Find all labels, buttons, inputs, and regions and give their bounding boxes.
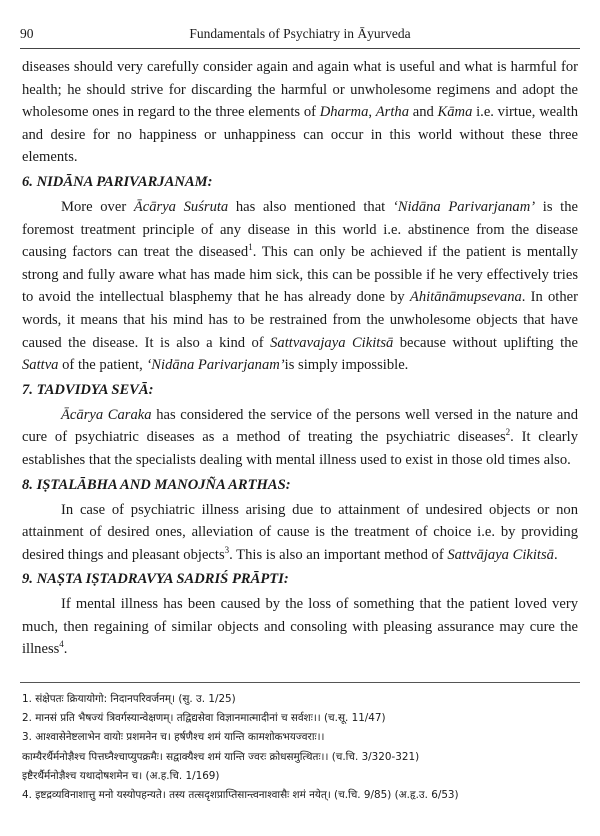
running-title: Fundamentals of Psychiatry in Āyurveda	[189, 26, 411, 41]
footnotes	[22, 690, 582, 805]
section-heading-9: 9. NAṢTA IṢTADRAVYA SADRIŚ PRĀPTI:	[22, 571, 289, 588]
page-header	[20, 26, 580, 48]
paragraph-section-6: More over Ācārya Suśruta has also mentioned that ‘Nidāna Parivarjanam’ is the foremost treatment principle of any disease in this world i.e. abstinence from the disease causing factors can treat the diseased$^1$. This can only be achieved if the patient is mentally strong and fully aware what has made him sick, this can be possible if he very effectively tries to avoid the intellectual blasphemy that he has already done by Ahitānāmupsevana. In other words, it means that his mind has to be restrained from the unwholesome objects that have caused the disease. It is also a kind of Sattvavajaya Cikitsā because without uplifting the Sattva of the patient, ‘Nidāna Parivarjanam’is simply impossible.	[22, 198, 578, 374]
section-heading-8: 8. IṢTALĀBHA AND MANOJÑA ARTHAS:	[22, 476, 291, 493]
footnote-4: 4. इष्टद्रव्यविनाशात्तु मनो यस्योपहन्यते। तस्य तत्सदृशप्राप्तिसान्त्वनाश्वासैः शमं नयेत्। (च.चि. 9/85) (अ.हृ.उ. 6/53)	[22, 789, 459, 802]
footnote-rule	[20, 682, 580, 683]
footnote-ref-2: 2	[505, 427, 511, 438]
footnote-2: 2. मानसं प्रति भैषज्यं त्रिवर्गस्यान्वेक्षणम्। तद्विद्यसेवा विज्ञानमात्मादीनां च सर्वशः।। (च.सू. 11/47)	[22, 712, 386, 725]
section-heading-7: 7. TADVIDYA SEVĀ:	[22, 381, 154, 398]
footnote-3-line-2: काम्यैरर्थैर्मनोज्ञैश्च पित्तघ्नैश्चाप्युपक्रमैः। सद्वाक्यैश्च शमं यान्ति ज्वरः क्रोधसमुत्थितः।। (च.चि. 3/320-321)	[22, 750, 420, 763]
paragraph-section-9: If mental illness has been caused by the loss of something that the patient loved very much, then regaining of similar objects and consoling with pleasing assurance may cure the illness$^4$.	[22, 596, 578, 658]
paragraph-section-8: In case of psychiatric illness arising due to attainment of undesired objects or non attainment of desired ones, alleviation of cause is the treatment of choice i.e. by providing desired things and pleasant objects$^3$. This is also an important method of Sattvājaya Cikitsā.	[22, 501, 578, 563]
section-heading-6: 6. NIDĀNA PARIVARJANAM:	[22, 173, 213, 190]
page-number: 90	[20, 26, 34, 41]
header-rule	[20, 48, 580, 49]
body-text	[22, 56, 578, 661]
paragraph-intro: diseases should very carefully consider again and again what is useful and what is harmful for health; he should strive for discarding the harmful or unwholesome regimens and adopt the wholesome ones in regard to the three elements of Dharma, Artha and Kāma i.e. virtue, wealth and desire for no happiness or unhappiness can occur in this world without these three elements.	[22, 59, 578, 166]
footnote-ref-4: 4	[59, 639, 64, 650]
footnote-ref-1: 1	[248, 242, 253, 253]
paragraph-section-7: Ācārya Caraka has considered the service of the persons well versed in the nature and cure of psychiatric diseases as a method of treating the psychiatric diseases$^2$. It clearly establishes that the specialists dealing with mental illness used to exist in those old times also.	[22, 406, 579, 468]
footnote-1: 1. संक्षेपतः क्रियायोगो: निदानपरिवर्जनम्। (सु. उ. 1/25)	[22, 693, 236, 705]
footnote-3: 3. आश्वासेनेष्टलाभेन वायोः प्रशमनेन च। हर्षणैश्च शमं यान्ति कामशोकभयज्वराः।।	[22, 731, 325, 744]
footnote-3-line-3: इष्टैरर्थैर्मनोज्ञैश्च यथादोषशमेन च। (अ.ह.चि. 1/169)	[22, 769, 220, 782]
footnote-ref-3: 3	[224, 544, 230, 555]
